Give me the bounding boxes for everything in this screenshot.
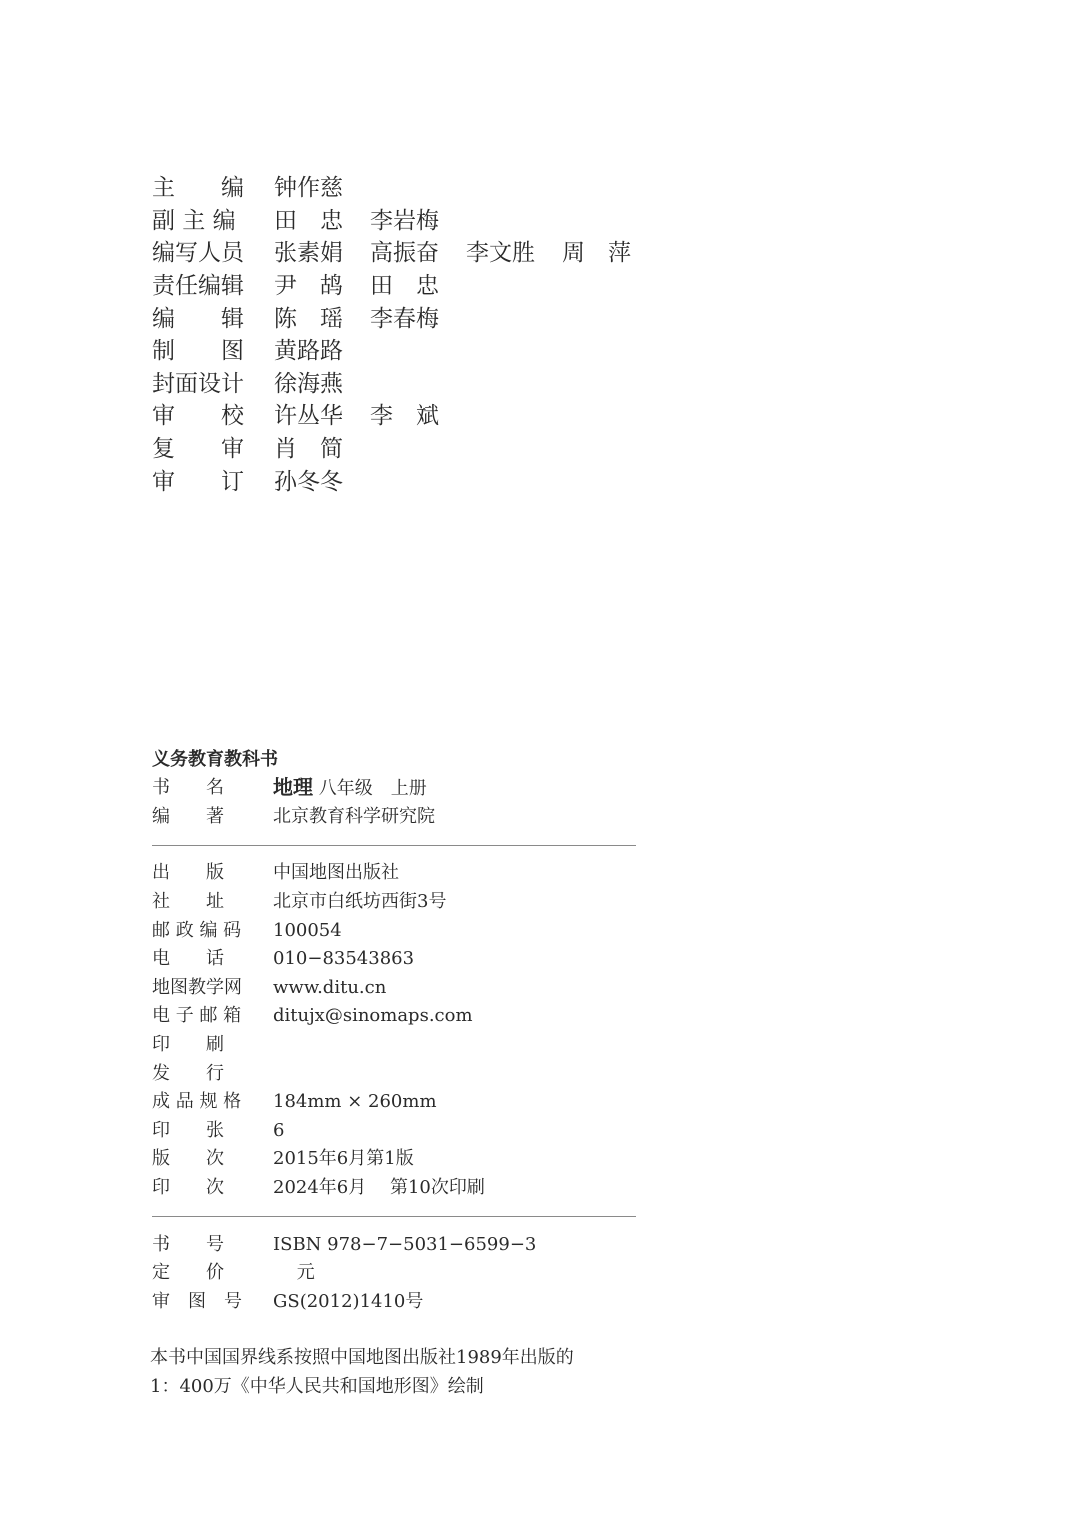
cip-label: 印 张 bbox=[152, 1119, 224, 1141]
cip-value: 6 bbox=[273, 1119, 285, 1141]
cip-value: 中国地图出版社 bbox=[273, 862, 399, 884]
cip-value: 2024年6月 第10次印刷 bbox=[273, 1177, 485, 1199]
cip-label: 版 次 bbox=[152, 1148, 224, 1170]
cip-label: 印 刷 bbox=[152, 1034, 224, 1056]
credit-row bbox=[152, 368, 712, 401]
note-line: 本书中国国界线系按照中国地图出版社1989年出版的 bbox=[150, 1347, 574, 1368]
credit-row bbox=[152, 237, 712, 270]
credit-name: 黄路路 bbox=[274, 338, 343, 365]
cip-value: 北京市白纸坊西街3号 bbox=[273, 891, 447, 913]
cip-identifier-block bbox=[152, 1230, 636, 1316]
credit-role: 副 主 编 bbox=[152, 207, 236, 234]
credit-role: 审 校 bbox=[152, 403, 244, 430]
credit-name: 钟作慈 bbox=[274, 175, 343, 202]
cip-publication-block bbox=[152, 859, 636, 1202]
website-link[interactable]: www.ditu.cn bbox=[273, 976, 387, 998]
credit-names bbox=[274, 400, 466, 432]
note-line: 1：400万《中华人民共和国地形图》绘制 bbox=[150, 1376, 484, 1397]
cip-row bbox=[152, 1230, 636, 1259]
cip-value bbox=[273, 773, 427, 803]
credit-name: 肖 简 bbox=[274, 436, 343, 463]
credit-name: 孙冬冬 bbox=[274, 468, 343, 495]
cip-row bbox=[152, 1259, 636, 1288]
credit-row bbox=[152, 433, 712, 466]
credit-name: 陈 瑶 bbox=[274, 305, 343, 332]
credit-role: 编 辑 bbox=[152, 305, 244, 332]
cip-value: 北京教育科学研究院 bbox=[273, 805, 435, 827]
credit-name: 李 斌 bbox=[370, 403, 439, 430]
cip-label: 成 品 规 格 bbox=[152, 1091, 242, 1113]
cip-row bbox=[152, 888, 636, 917]
credit-names bbox=[274, 205, 466, 237]
credit-row bbox=[152, 270, 712, 303]
cip-label: 社 址 bbox=[152, 891, 224, 913]
cip-row bbox=[152, 916, 636, 945]
credit-row bbox=[152, 335, 712, 368]
cip-label: 出 版 bbox=[152, 862, 224, 884]
credit-names bbox=[274, 172, 370, 204]
credit-name: 高振奋 bbox=[370, 240, 439, 267]
cip-row bbox=[152, 974, 636, 1003]
credit-row bbox=[152, 465, 712, 498]
cip-row bbox=[152, 859, 636, 888]
credit-name: 许丛华 bbox=[274, 403, 343, 430]
cip-series: 义务教育教科书 bbox=[152, 749, 278, 770]
cip-value: 100054 bbox=[273, 919, 342, 941]
cip-label: 书 号 bbox=[152, 1233, 224, 1255]
cip-label: 电 子 邮 箱 bbox=[152, 1005, 242, 1027]
credit-names bbox=[274, 303, 466, 335]
cip-row bbox=[152, 1002, 636, 1031]
credit-row bbox=[152, 302, 712, 335]
cip-block bbox=[152, 746, 636, 1316]
divider bbox=[152, 845, 636, 846]
cip-row bbox=[152, 1174, 636, 1203]
price-value: 元 bbox=[273, 1262, 315, 1284]
cip-label: 邮 政 编 码 bbox=[152, 919, 242, 941]
cip-label: 地图教学网 bbox=[152, 976, 242, 998]
credit-name: 田 忠 bbox=[274, 207, 343, 234]
credit-name: 李春梅 bbox=[370, 305, 439, 332]
credit-role: 责任编辑 bbox=[152, 273, 244, 300]
credit-name: 周 萍 bbox=[562, 240, 631, 267]
cip-label: 定 价 bbox=[152, 1262, 224, 1284]
cip-row bbox=[152, 1145, 636, 1174]
cip-title-block bbox=[152, 746, 636, 831]
credit-names bbox=[274, 270, 466, 302]
credit-name: 尹 鸪 bbox=[274, 273, 343, 300]
cip-label: 电 话 bbox=[152, 948, 224, 970]
book-title: 地理 bbox=[273, 775, 313, 800]
cip-row bbox=[152, 1117, 636, 1146]
credit-row bbox=[152, 205, 712, 238]
credit-role: 编写人员 bbox=[152, 240, 244, 267]
book-grade: 八年级 上册 bbox=[318, 778, 427, 800]
credit-row bbox=[152, 172, 712, 205]
cip-value: 2015年6月第1版 bbox=[273, 1148, 414, 1170]
credits-list bbox=[152, 172, 712, 498]
credit-names bbox=[274, 368, 370, 400]
cip-value: 010−83543863 bbox=[273, 948, 415, 970]
credit-role: 主 编 bbox=[152, 175, 244, 202]
credit-row bbox=[152, 400, 712, 433]
credit-name: 李文胜 bbox=[466, 240, 535, 267]
credit-names bbox=[274, 466, 370, 498]
credit-names bbox=[274, 237, 658, 269]
credit-role: 审 订 bbox=[152, 468, 244, 495]
credit-name: 田 忠 bbox=[370, 273, 439, 300]
email-link[interactable]: ditujx@sinomaps.com bbox=[273, 1005, 473, 1027]
credit-name: 张素娟 bbox=[274, 240, 343, 267]
border-note bbox=[150, 1343, 710, 1401]
credit-name: 李岩梅 bbox=[370, 207, 439, 234]
cip-label: 编 著 bbox=[152, 805, 224, 827]
cip-label: 书 名 bbox=[152, 777, 224, 799]
cip-label: 审 图 号 bbox=[152, 1290, 242, 1312]
cip-row bbox=[152, 1031, 636, 1060]
credit-role: 封面设计 bbox=[152, 370, 244, 397]
cip-label: 发 行 bbox=[152, 1062, 224, 1084]
cip-label: 印 次 bbox=[152, 1177, 224, 1199]
cip-row bbox=[152, 1059, 636, 1088]
credit-names bbox=[274, 335, 370, 367]
cip-row-author bbox=[152, 803, 636, 832]
divider bbox=[152, 1216, 636, 1217]
isbn-value: ISBN 978−7−5031−6599−3 bbox=[273, 1233, 537, 1255]
cip-row bbox=[152, 1288, 636, 1317]
cip-row-title bbox=[152, 774, 636, 803]
cip-value: 184mm × 260mm bbox=[273, 1091, 437, 1113]
credit-name: 徐海燕 bbox=[274, 370, 343, 397]
credit-role: 复 审 bbox=[152, 436, 244, 463]
map-review-number: GS(2012)1410号 bbox=[273, 1290, 424, 1312]
credit-names bbox=[274, 433, 370, 465]
cip-row bbox=[152, 1088, 636, 1117]
credit-role: 制 图 bbox=[152, 338, 244, 365]
cip-row bbox=[152, 945, 636, 974]
